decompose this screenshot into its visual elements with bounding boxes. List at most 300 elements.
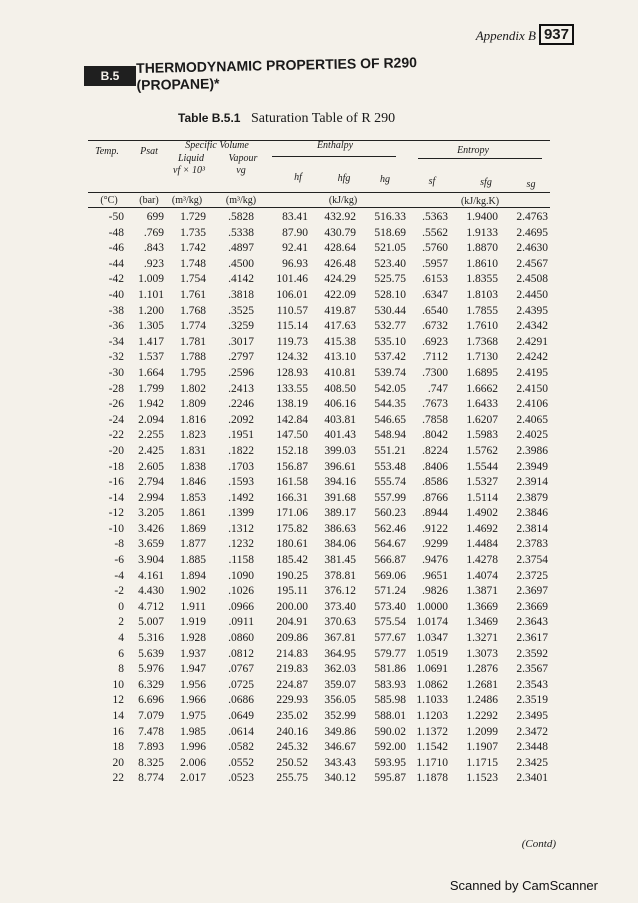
cell-sg: 2.3914	[516, 476, 548, 489]
cell-sg: 2.4065	[516, 413, 548, 426]
cell-sf: .5363	[422, 211, 448, 223]
cell-sg: 2.3754	[516, 554, 548, 567]
cell-hfg: 376.12	[324, 585, 356, 598]
section-number: B.5	[84, 66, 136, 86]
cell-vf: 1.975	[180, 710, 206, 722]
cell-temp: 6	[118, 647, 124, 660]
cell-psat: 1.664	[138, 366, 164, 379]
cell-sg: 2.4150	[516, 382, 548, 395]
cell-hfg: 419.87	[324, 304, 356, 317]
cell-hg: 593.95	[374, 756, 406, 769]
cell-hg: 546.65	[374, 413, 406, 426]
table-row	[0, 694, 638, 710]
cell-vg: .4897	[228, 242, 254, 255]
cell-vf: 1.869	[180, 522, 206, 535]
cell-vf: 1.996	[180, 741, 206, 754]
cell-sfg: 1.1715	[466, 756, 498, 769]
cell-psat: 7.478	[138, 725, 164, 738]
cell-sg: 2.4291	[516, 335, 548, 348]
cell-vf: 1.885	[180, 554, 206, 567]
cell-sg: 2.3725	[516, 569, 548, 582]
cell-vg: .0582	[228, 741, 254, 754]
cell-sf: .8586	[422, 476, 448, 489]
cell-hf: 214.83	[276, 647, 308, 660]
header-sf: sf	[428, 176, 436, 187]
cell-sf: 1.0000	[416, 600, 448, 613]
cell-sfg: 1.8870	[466, 242, 498, 255]
cell-hg: 588.01	[374, 710, 406, 722]
cell-temp: -8	[114, 538, 124, 551]
cell-temp: 20	[112, 756, 124, 769]
cell-temp: -14	[108, 491, 124, 504]
table-row	[0, 757, 638, 773]
cell-psat: 1.305	[138, 320, 164, 333]
cell-hfg: 410.81	[324, 366, 356, 379]
cell-hfg: 364.95	[324, 647, 356, 660]
cell-sf: .7858	[422, 413, 448, 426]
header-sg: sg	[526, 179, 536, 190]
cell-psat: 2.994	[138, 491, 164, 504]
cell-hg: 544.35	[374, 398, 406, 411]
table-row	[0, 632, 638, 648]
cell-hf: 96.93	[282, 257, 308, 270]
header-sfg: sfg	[480, 177, 492, 188]
cell-hfg: 422.09	[324, 288, 356, 301]
cell-psat: 1.009	[138, 273, 164, 286]
cell-hf: 224.87	[276, 678, 308, 691]
cell-sfg: 1.4902	[466, 507, 498, 520]
cell-vf: 1.816	[180, 413, 206, 426]
cell-hg: 575.54	[374, 616, 406, 629]
cell-sf: .8224	[422, 444, 448, 457]
cell-vf: 1.956	[180, 678, 206, 691]
header-enthalpy: Enthalpy	[316, 140, 354, 151]
cell-sg: 2.3401	[516, 772, 548, 785]
header-vapour-symbol: vg	[236, 165, 246, 176]
cell-sg: 2.3783	[516, 538, 548, 551]
cell-vf: 1.966	[180, 694, 206, 707]
header-hg: hg	[380, 174, 390, 185]
cell-temp: 4	[118, 632, 124, 645]
cell-sf: 1.0691	[416, 663, 448, 676]
cell-sfg: 1.7610	[466, 320, 498, 333]
cell-vg: .0523	[228, 772, 254, 785]
cell-hfg: 408.50	[324, 382, 356, 395]
cell-psat: 1.942	[138, 398, 164, 411]
cell-vf: 1.768	[180, 304, 206, 317]
table-row	[0, 710, 638, 726]
cell-temp: -48	[108, 226, 124, 239]
cell-sf: .8406	[422, 460, 448, 473]
cell-hf: 204.91	[276, 616, 308, 629]
cell-hf: 147.50	[276, 429, 308, 442]
cell-hg: 551.21	[374, 444, 406, 457]
cell-hg: 566.87	[374, 554, 406, 567]
table-row	[0, 538, 638, 554]
unit-s: (kJ/kg.K)	[460, 196, 500, 207]
cell-vf: 1.781	[180, 335, 206, 348]
table-row	[0, 679, 638, 695]
cell-vf: 1.761	[180, 288, 206, 301]
cell-hfg: 415.38	[324, 335, 356, 348]
table-row	[0, 258, 638, 274]
cell-sg: 2.3697	[516, 585, 548, 598]
cell-vf: 1.788	[180, 351, 206, 364]
cell-hfg: 340.12	[324, 772, 356, 785]
cell-vg: .4142	[228, 273, 254, 286]
cell-hg: 542.05	[374, 382, 406, 395]
cell-vg: .3818	[228, 288, 254, 301]
cell-temp: -38	[108, 304, 124, 317]
cell-sf: 1.1710	[416, 756, 448, 769]
cell-psat: 5.007	[138, 616, 164, 629]
cell-vg: .1593	[228, 476, 254, 489]
cell-vf: 1.911	[180, 600, 206, 613]
cell-hf: 180.61	[276, 538, 308, 551]
cell-hf: 185.42	[276, 554, 308, 567]
cell-hfg: 389.17	[324, 507, 356, 520]
cell-sfg: 1.2681	[466, 678, 498, 691]
scanner-footer: Scanned by CamScanner	[449, 878, 598, 893]
cell-temp: -2	[114, 585, 124, 598]
cell-hg: 579.77	[374, 647, 406, 660]
header-entropy: Entropy	[457, 145, 489, 156]
cell-hg: 528.10	[374, 288, 406, 301]
cell-hfg: 343.43	[324, 756, 356, 769]
cell-hf: 209.86	[276, 632, 308, 645]
cell-sg: 2.3986	[516, 444, 548, 457]
cell-psat: 7.079	[138, 710, 164, 722]
table-row	[0, 461, 638, 477]
cell-vf: 1.877	[180, 538, 206, 551]
cell-vg: .2797	[228, 351, 254, 364]
cell-hfg: 432.92	[324, 211, 356, 223]
cell-sfg: 1.7368	[466, 335, 498, 348]
unit-temp: (°C)	[100, 195, 118, 206]
cell-hfg: 356.05	[324, 694, 356, 707]
cell-sg: 2.3669	[516, 600, 548, 613]
cell-vg: .5828	[228, 211, 254, 223]
cell-hf: 128.93	[276, 366, 308, 379]
cell-psat: 3.205	[138, 507, 164, 520]
cell-vg: .4500	[228, 257, 254, 270]
cell-hfg: 430.79	[324, 226, 356, 239]
cell-hg: 539.74	[374, 366, 406, 379]
table-row	[0, 585, 638, 601]
cell-hg: 537.42	[374, 351, 406, 364]
cell-sf: .9299	[422, 538, 448, 551]
cell-sf: .8766	[422, 491, 448, 504]
cell-sf: 1.0519	[416, 647, 448, 660]
cell-vg: .0649	[228, 710, 254, 722]
cell-psat: 4.161	[138, 569, 164, 582]
cell-temp: -18	[108, 460, 124, 473]
cell-psat: 6.329	[138, 678, 164, 691]
section-title: THERMODYNAMIC PROPERTIES OF R290 (PROPANE)*	[136, 54, 418, 93]
cell-sg: 2.4395	[516, 304, 548, 317]
cell-vf: 1.823	[180, 429, 206, 442]
cell-vf: 1.748	[180, 257, 206, 270]
cell-sg: 2.3846	[516, 507, 548, 520]
table-row	[0, 305, 638, 321]
cell-psat: 2.605	[138, 460, 164, 473]
cell-sfg: 1.2486	[466, 694, 498, 707]
cell-hg: 564.67	[374, 538, 406, 551]
header-liquid: Liquid	[177, 153, 205, 164]
cell-sf: .6540	[422, 304, 448, 317]
cell-hfg: 378.81	[324, 569, 356, 582]
cell-sfg: 1.9133	[466, 226, 498, 239]
cell-psat: 1.200	[138, 304, 164, 317]
cell-hf: 106.01	[276, 288, 308, 301]
table-row	[0, 383, 638, 399]
table-row	[0, 554, 638, 570]
cell-hfg: 391.68	[324, 491, 356, 504]
cell-vf: 1.861	[180, 507, 206, 520]
cell-hg: 553.48	[374, 460, 406, 473]
cell-vg: .0966	[228, 600, 254, 613]
table-row	[0, 336, 638, 352]
table-row	[0, 367, 638, 383]
cell-hg: 585.98	[374, 694, 406, 707]
cell-vf: 2.006	[180, 756, 206, 769]
unit-vg: (m³/kg)	[225, 195, 257, 206]
table-row	[0, 648, 638, 664]
cell-temp: -16	[108, 476, 124, 489]
cell-hf: 92.41	[282, 242, 308, 255]
cell-vf: 1.729	[180, 211, 206, 223]
cell-sg: 2.3567	[516, 663, 548, 676]
cell-hg: 535.10	[374, 335, 406, 348]
cell-sf: 1.0174	[416, 616, 448, 629]
cell-hfg: 367.81	[324, 632, 356, 645]
table-row	[0, 351, 638, 367]
cell-temp: -40	[108, 288, 124, 301]
cell-psat: 3.426	[138, 522, 164, 535]
cell-psat: 4.712	[138, 600, 164, 613]
cell-sfg: 1.2876	[466, 663, 498, 676]
cell-sfg: 1.5544	[466, 460, 498, 473]
cell-sf: .6347	[422, 288, 448, 301]
cell-sfg: 1.4692	[466, 522, 498, 535]
cell-hf: 138.19	[276, 398, 308, 411]
cell-temp: -34	[108, 335, 124, 348]
cell-sfg: 1.7130	[466, 351, 498, 364]
cell-hf: 235.02	[276, 710, 308, 722]
cell-hf: 156.87	[276, 460, 308, 473]
cell-vg: .1090	[228, 569, 254, 582]
cell-hg: 562.46	[374, 522, 406, 535]
cell-sfg: 1.7855	[466, 304, 498, 317]
cell-vg: .0860	[228, 632, 254, 645]
header-bottom-rule	[88, 192, 550, 193]
table-row	[0, 523, 638, 539]
cell-hfg: 406.16	[324, 398, 356, 411]
cell-vf: 1.809	[180, 398, 206, 411]
cell-hg: 590.02	[374, 725, 406, 738]
cell-sg: 2.4106	[516, 398, 548, 411]
cell-hfg: 401.43	[324, 429, 356, 442]
cell-vf: 1.742	[180, 242, 206, 255]
cell-sf: .9651	[422, 569, 448, 582]
cell-sg: 2.4630	[516, 242, 548, 255]
cell-hg: 560.23	[374, 507, 406, 520]
header-psat: Psat	[140, 146, 158, 157]
cell-temp: 14	[112, 710, 124, 722]
cell-vf: 1.846	[180, 476, 206, 489]
cell-psat: 699	[146, 211, 164, 223]
unit-psat: (bar)	[139, 195, 159, 206]
table-row	[0, 273, 638, 289]
running-head: Appendix B	[475, 28, 536, 43]
cell-sf: 1.1542	[416, 741, 448, 754]
cell-temp: -4	[114, 569, 124, 582]
cell-psat: .923	[143, 257, 164, 270]
cell-psat: 2.794	[138, 476, 164, 489]
cell-sfg: 1.6895	[466, 366, 498, 379]
cell-vg: .0911	[228, 616, 254, 629]
cell-sfg: 1.6433	[466, 398, 498, 411]
cell-sf: 1.1372	[416, 725, 448, 738]
cell-sfg: 1.5114	[466, 491, 498, 504]
cell-psat: 1.417	[138, 335, 164, 348]
cell-hfg: 417.63	[324, 320, 356, 333]
cell-hg: 581.86	[374, 663, 406, 676]
cell-vg: .0767	[228, 663, 254, 676]
cell-vg: .5338	[228, 226, 254, 239]
cell-hfg: 394.16	[324, 476, 356, 489]
header-liquid-symbol: vf × 10³	[173, 165, 205, 176]
cell-hfg: 381.45	[324, 554, 356, 567]
cell-sfg: 1.4278	[466, 554, 498, 567]
cell-sg: 2.4025	[516, 429, 548, 442]
cell-sg: 2.4195	[516, 366, 548, 379]
cell-hf: 142.84	[276, 413, 308, 426]
cell-temp: -50	[108, 211, 124, 223]
cell-hg: 523.40	[374, 257, 406, 270]
page-number: 937	[539, 24, 574, 45]
cell-psat: 2.425	[138, 444, 164, 457]
table-row	[0, 476, 638, 492]
cell-sfg: 1.2099	[466, 725, 498, 738]
cell-psat: 7.893	[138, 741, 164, 754]
cell-hfg: 384.06	[324, 538, 356, 551]
cell-vg: .1399	[228, 507, 254, 520]
cell-vg: .1703	[228, 460, 254, 473]
cell-hg: 557.99	[374, 491, 406, 504]
cell-psat: 2.255	[138, 429, 164, 442]
cell-temp: 12	[112, 694, 124, 707]
cell-psat: 5.316	[138, 632, 164, 645]
cell-sf: 1.1203	[416, 710, 448, 722]
cell-sfg: 1.1523	[466, 772, 498, 785]
cell-sf: 1.1878	[416, 772, 448, 785]
cell-temp: 0	[118, 600, 124, 613]
cell-sg: 2.3643	[516, 616, 548, 629]
cell-sf: .8944	[422, 507, 448, 520]
cell-hf: 119.73	[276, 335, 308, 348]
cell-sf: 1.0862	[416, 678, 448, 691]
cell-hf: 110.57	[276, 304, 308, 317]
cell-hg: 569.06	[374, 569, 406, 582]
cell-vf: 1.831	[180, 444, 206, 457]
cell-sfg: 1.1907	[466, 741, 498, 754]
cell-sg: 2.3543	[516, 678, 548, 691]
cell-sf: .5957	[422, 257, 448, 270]
cell-hf: 87.90	[282, 226, 308, 239]
cell-vg: .1312	[228, 522, 254, 535]
cell-sfg: 1.3073	[466, 647, 498, 660]
header-specific-volume: Specific Volume	[185, 140, 249, 151]
header-temp: Temp.	[95, 146, 119, 157]
cell-vf: 1.919	[180, 616, 206, 629]
cell-temp: 10	[112, 678, 124, 691]
cell-hf: 175.82	[276, 522, 308, 535]
entropy-rule	[418, 158, 542, 159]
cell-temp: 18	[112, 741, 124, 754]
table-row	[0, 616, 638, 632]
header-vapour: Vapour	[228, 153, 258, 164]
cell-hf: 171.06	[276, 507, 308, 520]
cell-sfg: 1.3871	[466, 585, 498, 598]
unit-vf: (m³/kg)	[171, 195, 203, 206]
cell-hg: 518.69	[374, 226, 406, 239]
cell-vf: 1.802	[180, 382, 206, 395]
cell-vg: .3017	[228, 335, 254, 348]
cell-vg: .1822	[228, 444, 254, 457]
cell-psat: 5.976	[138, 663, 164, 676]
cell-sg: 2.4695	[516, 226, 548, 239]
cell-hf: 101.46	[276, 273, 308, 286]
cell-vg: .1492	[228, 491, 254, 504]
table-row	[0, 726, 638, 742]
cell-vg: .0614	[228, 725, 254, 738]
cell-vg: .2596	[228, 366, 254, 379]
table-row	[0, 211, 638, 227]
cell-psat: .843	[143, 242, 164, 255]
cell-sfg: 1.3469	[466, 616, 498, 629]
cell-vg: .0812	[228, 647, 254, 660]
units-bottom-rule	[88, 207, 550, 208]
cell-hf: 166.31	[276, 491, 308, 504]
cell-hfg: 370.63	[324, 616, 356, 629]
table-row	[0, 398, 638, 414]
table-row	[0, 445, 638, 461]
cell-vf: 1.754	[180, 273, 206, 286]
cell-hf: 245.32	[276, 741, 308, 754]
cell-sg: 2.3879	[516, 491, 548, 504]
cell-sfg: 1.6207	[466, 413, 498, 426]
cell-hfg: 413.10	[324, 351, 356, 364]
cell-temp: -20	[108, 444, 124, 457]
table-caption	[178, 111, 395, 127]
cell-sfg: 1.3669	[466, 600, 498, 613]
cell-hfg: 352.99	[324, 710, 356, 722]
cell-hf: 124.32	[276, 351, 308, 364]
cell-sf: .5760	[422, 242, 448, 255]
cell-psat: .769	[143, 226, 164, 239]
cell-temp: -24	[108, 413, 124, 426]
header-hf: hf	[294, 172, 302, 183]
cell-hf: 219.83	[276, 663, 308, 676]
cell-sfg: 1.4484	[466, 538, 498, 551]
cell-vg: .1158	[228, 554, 254, 567]
cell-sf: .8042	[422, 429, 448, 442]
cell-psat: 1.799	[138, 382, 164, 395]
cell-hf: 255.75	[276, 772, 308, 785]
cell-hfg: 346.67	[324, 741, 356, 754]
cell-vg: .1951	[228, 429, 254, 442]
